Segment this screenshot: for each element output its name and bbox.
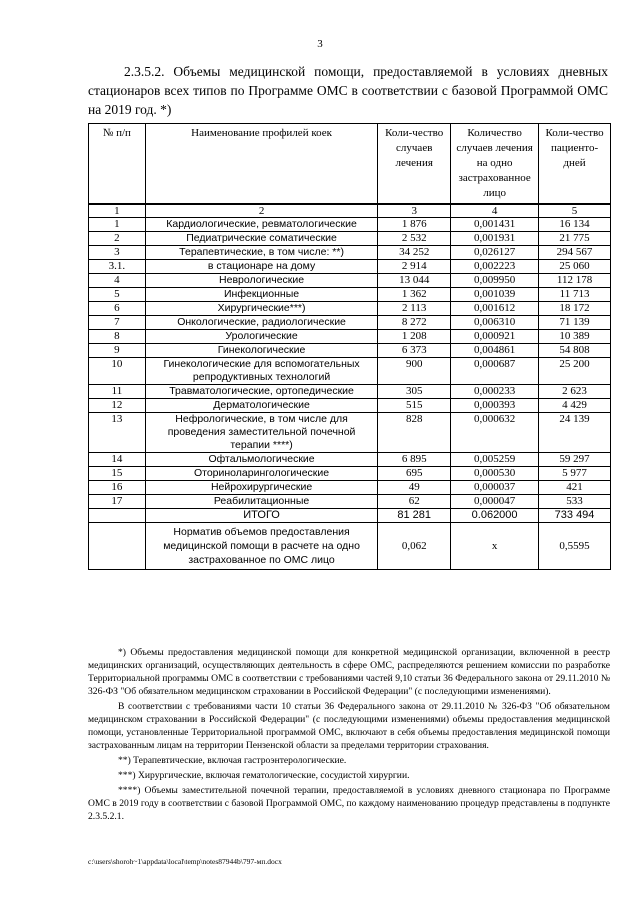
header-name: Наименование профилей коек bbox=[145, 124, 378, 205]
row-cases: 1 362 bbox=[378, 288, 451, 302]
row-per-insured: 0,002223 bbox=[451, 260, 539, 274]
table-row bbox=[89, 232, 611, 246]
header-num: № п/п bbox=[89, 124, 146, 205]
row-profile-name: Урологические bbox=[145, 330, 378, 344]
row-cases: 1 208 bbox=[378, 330, 451, 344]
table-body bbox=[89, 204, 611, 509]
row-cases: 34 252 bbox=[378, 246, 451, 260]
row-per-insured: 0,000921 bbox=[451, 330, 539, 344]
row-patient-days: 294 567 bbox=[539, 246, 611, 260]
norm-cases: 0,062 bbox=[378, 523, 451, 570]
row-profile-name: Гинекологические для вспомогательных репродуктивных технологий bbox=[145, 358, 378, 385]
row-num: 5 bbox=[89, 288, 146, 302]
row-patient-days: 54 808 bbox=[539, 344, 611, 358]
row-cases: 6 373 bbox=[378, 344, 451, 358]
row-num: 13 bbox=[89, 413, 146, 453]
row-cases: 2 532 bbox=[378, 232, 451, 246]
row-patient-days: 25 200 bbox=[539, 358, 611, 385]
row-patient-days: 533 bbox=[539, 495, 611, 509]
section-heading: 2.3.5.2. Объемы медицинской помощи, предоставляемой в условиях дневных стационаров всех типов по Программе ОМС в соответствии с базовой Программой ОМС на 2019 год. *) bbox=[88, 64, 608, 117]
table-row bbox=[89, 358, 611, 385]
row-patient-days: 11 713 bbox=[539, 288, 611, 302]
row-num: 2 bbox=[89, 232, 146, 246]
row-num: 17 bbox=[89, 495, 146, 509]
norm-num-cell bbox=[89, 523, 146, 570]
row-cases: 49 bbox=[378, 481, 451, 495]
norm-row bbox=[89, 523, 611, 570]
row-per-insured: 0,000037 bbox=[451, 481, 539, 495]
header-patient-days: Коли-чество пациенто-дней bbox=[539, 124, 611, 205]
row-cases: 305 bbox=[378, 385, 451, 399]
row-per-insured: 0,001931 bbox=[451, 232, 539, 246]
row-cases: 2 113 bbox=[378, 302, 451, 316]
row-num: 10 bbox=[89, 358, 146, 385]
row-profile-name: Дерматологические bbox=[145, 399, 378, 413]
col-number: 3 bbox=[378, 204, 451, 218]
table-row bbox=[89, 495, 611, 509]
row-profile-name: Реабилитационные bbox=[145, 495, 378, 509]
row-per-insured: 0,004861 bbox=[451, 344, 539, 358]
row-per-insured: 0,001431 bbox=[451, 218, 539, 232]
row-patient-days: 59 297 bbox=[539, 453, 611, 467]
total-per-insured: 0.062000 bbox=[451, 509, 539, 523]
col-number: 5 bbox=[539, 204, 611, 218]
table-row bbox=[89, 467, 611, 481]
row-patient-days: 71 139 bbox=[539, 316, 611, 330]
footnotes bbox=[88, 646, 610, 825]
total-row bbox=[89, 509, 611, 523]
row-num: 8 bbox=[89, 330, 146, 344]
row-num: 3.1. bbox=[89, 260, 146, 274]
row-profile-name: Неврологические bbox=[145, 274, 378, 288]
row-patient-days: 421 bbox=[539, 481, 611, 495]
table-row bbox=[89, 481, 611, 495]
row-num: 14 bbox=[89, 453, 146, 467]
col-number: 1 bbox=[89, 204, 146, 218]
row-patient-days: 18 172 bbox=[539, 302, 611, 316]
row-num: 9 bbox=[89, 344, 146, 358]
row-profile-name: Терапевтические, в том числе: **) bbox=[145, 246, 378, 260]
table-row bbox=[89, 453, 611, 467]
row-per-insured: 0,000632 bbox=[451, 413, 539, 453]
row-cases: 515 bbox=[378, 399, 451, 413]
row-cases: 828 bbox=[378, 413, 451, 453]
norm-label: Норматив объемов предоставления медицинской помощи в расчете на одно застрахованное по ОМС лицо bbox=[145, 523, 378, 570]
footnote: ****) Объемы заместительной почечной терапии, предоставляемой в условиях дневного стационара по Программе ОМС в 2019 году в соответствии с базовой Программой ОМС, по каждому наименованию процедур представлены в подпункте 2.3.5.2.1. bbox=[88, 785, 610, 822]
total-patient-days: 733 494 bbox=[539, 509, 611, 523]
row-per-insured: 0,001612 bbox=[451, 302, 539, 316]
table-row bbox=[89, 302, 611, 316]
table-row bbox=[89, 344, 611, 358]
table-row bbox=[89, 385, 611, 399]
table-row bbox=[89, 399, 611, 413]
table-row bbox=[89, 246, 611, 260]
row-num: 4 bbox=[89, 274, 146, 288]
volumes-table bbox=[88, 123, 611, 570]
row-cases: 2 914 bbox=[378, 260, 451, 274]
row-patient-days: 5 977 bbox=[539, 467, 611, 481]
row-patient-days: 2 623 bbox=[539, 385, 611, 399]
file-path-footer: c:\users\shoroh~1\appdata\local\temp\notes87944b\797-мп.docx bbox=[88, 857, 282, 866]
row-cases: 13 044 bbox=[378, 274, 451, 288]
table-row bbox=[89, 274, 611, 288]
row-cases: 1 876 bbox=[378, 218, 451, 232]
row-num: 16 bbox=[89, 481, 146, 495]
row-patient-days: 112 178 bbox=[539, 274, 611, 288]
row-patient-days: 10 389 bbox=[539, 330, 611, 344]
column-number-row bbox=[89, 204, 611, 218]
row-profile-name: Гинекологические bbox=[145, 344, 378, 358]
row-num: 1 bbox=[89, 218, 146, 232]
row-per-insured: 0,006310 bbox=[451, 316, 539, 330]
total-num-cell bbox=[89, 509, 146, 523]
row-per-insured: 0,000233 bbox=[451, 385, 539, 399]
footnote: В соответствии с требованиями части 10 статьи 36 Федерального закона от 29.11.2010 № 326-ФЗ "Об обязательном медицинском страховании в Российской Федерации" (с последующими изменениями) объемы предоставления медицинской помощи, установленные Территориальной программой ОМС, включают в себя объемы предоставления медицинской помощи застрахованным лицам на территории Пензенской области за пределами территории страхования. bbox=[88, 701, 610, 751]
row-cases: 900 bbox=[378, 358, 451, 385]
norm-per-insured: x bbox=[451, 523, 539, 570]
table-row bbox=[89, 316, 611, 330]
norm-patient-days: 0,5595 bbox=[539, 523, 611, 570]
row-per-insured: 0,009950 bbox=[451, 274, 539, 288]
table-row bbox=[89, 330, 611, 344]
row-cases: 62 bbox=[378, 495, 451, 509]
row-profile-name: Кардиологические, ревматологические bbox=[145, 218, 378, 232]
page-number: 3 bbox=[317, 38, 323, 50]
header-per-insured: Количество случаев лечения на одно застрахованное лицо bbox=[451, 124, 539, 205]
footnote: ***) Хирургические, включая гематологические, сосудистой хирургии. bbox=[118, 770, 410, 781]
total-cases: 81 281 bbox=[378, 509, 451, 523]
col-number: 2 bbox=[145, 204, 378, 218]
table-row bbox=[89, 413, 611, 453]
row-num: 7 bbox=[89, 316, 146, 330]
row-num: 12 bbox=[89, 399, 146, 413]
table-row bbox=[89, 218, 611, 232]
row-per-insured: 0,000047 bbox=[451, 495, 539, 509]
row-profile-name: Оториноларингологические bbox=[145, 467, 378, 481]
row-cases: 6 895 bbox=[378, 453, 451, 467]
header-cases: Коли-чество случаев лечения bbox=[378, 124, 451, 205]
footnote: **) Терапевтические, включая гастроэнтерологические. bbox=[118, 755, 347, 766]
row-profile-name: Хирургические***) bbox=[145, 302, 378, 316]
row-profile-name: Нефрологические, в том числе для проведения заместительной почечной терапии ****) bbox=[145, 413, 378, 453]
row-num: 15 bbox=[89, 467, 146, 481]
row-cases: 8 272 bbox=[378, 316, 451, 330]
footnote: *) Объемы предоставления медицинской помощи для конкретной медицинской организации, включенной в реестр медицинских организаций, осуществляющих деятельность в сфере ОМС, распределяются решением комиссии по разработке Территориальной программы ОМС в соответствии с требованиями частей 9,10 статьи 36 Федерального закона от 29.11.2010 № 326-ФЗ "Об обязательном медицинском страховании в Российской Федерации" (с последующими изменениями). bbox=[88, 647, 610, 697]
row-patient-days: 4 429 bbox=[539, 399, 611, 413]
row-num: 6 bbox=[89, 302, 146, 316]
row-profile-name: Травматологические, ортопедические bbox=[145, 385, 378, 399]
row-num: 11 bbox=[89, 385, 146, 399]
row-profile-name: Инфекционные bbox=[145, 288, 378, 302]
col-number: 4 bbox=[451, 204, 539, 218]
table-row bbox=[89, 260, 611, 274]
row-profile-name: Нейрохирургические bbox=[145, 481, 378, 495]
row-per-insured: 0,000687 bbox=[451, 358, 539, 385]
row-profile-name: Офтальмологические bbox=[145, 453, 378, 467]
row-cases: 695 bbox=[378, 467, 451, 481]
row-patient-days: 21 775 bbox=[539, 232, 611, 246]
table-header-row bbox=[89, 124, 611, 205]
row-patient-days: 25 060 bbox=[539, 260, 611, 274]
row-patient-days: 24 139 bbox=[539, 413, 611, 453]
row-per-insured: 0,026127 bbox=[451, 246, 539, 260]
row-per-insured: 0,000530 bbox=[451, 467, 539, 481]
total-label: ИТОГО bbox=[145, 509, 378, 523]
row-per-insured: 0,000393 bbox=[451, 399, 539, 413]
row-per-insured: 0,005259 bbox=[451, 453, 539, 467]
row-num: 3 bbox=[89, 246, 146, 260]
row-profile-name: Педиатрические соматические bbox=[145, 232, 378, 246]
table-row bbox=[89, 288, 611, 302]
row-per-insured: 0,001039 bbox=[451, 288, 539, 302]
row-profile-name: Онкологические, радиологические bbox=[145, 316, 378, 330]
row-patient-days: 16 134 bbox=[539, 218, 611, 232]
row-profile-name: в стационаре на дому bbox=[145, 260, 378, 274]
